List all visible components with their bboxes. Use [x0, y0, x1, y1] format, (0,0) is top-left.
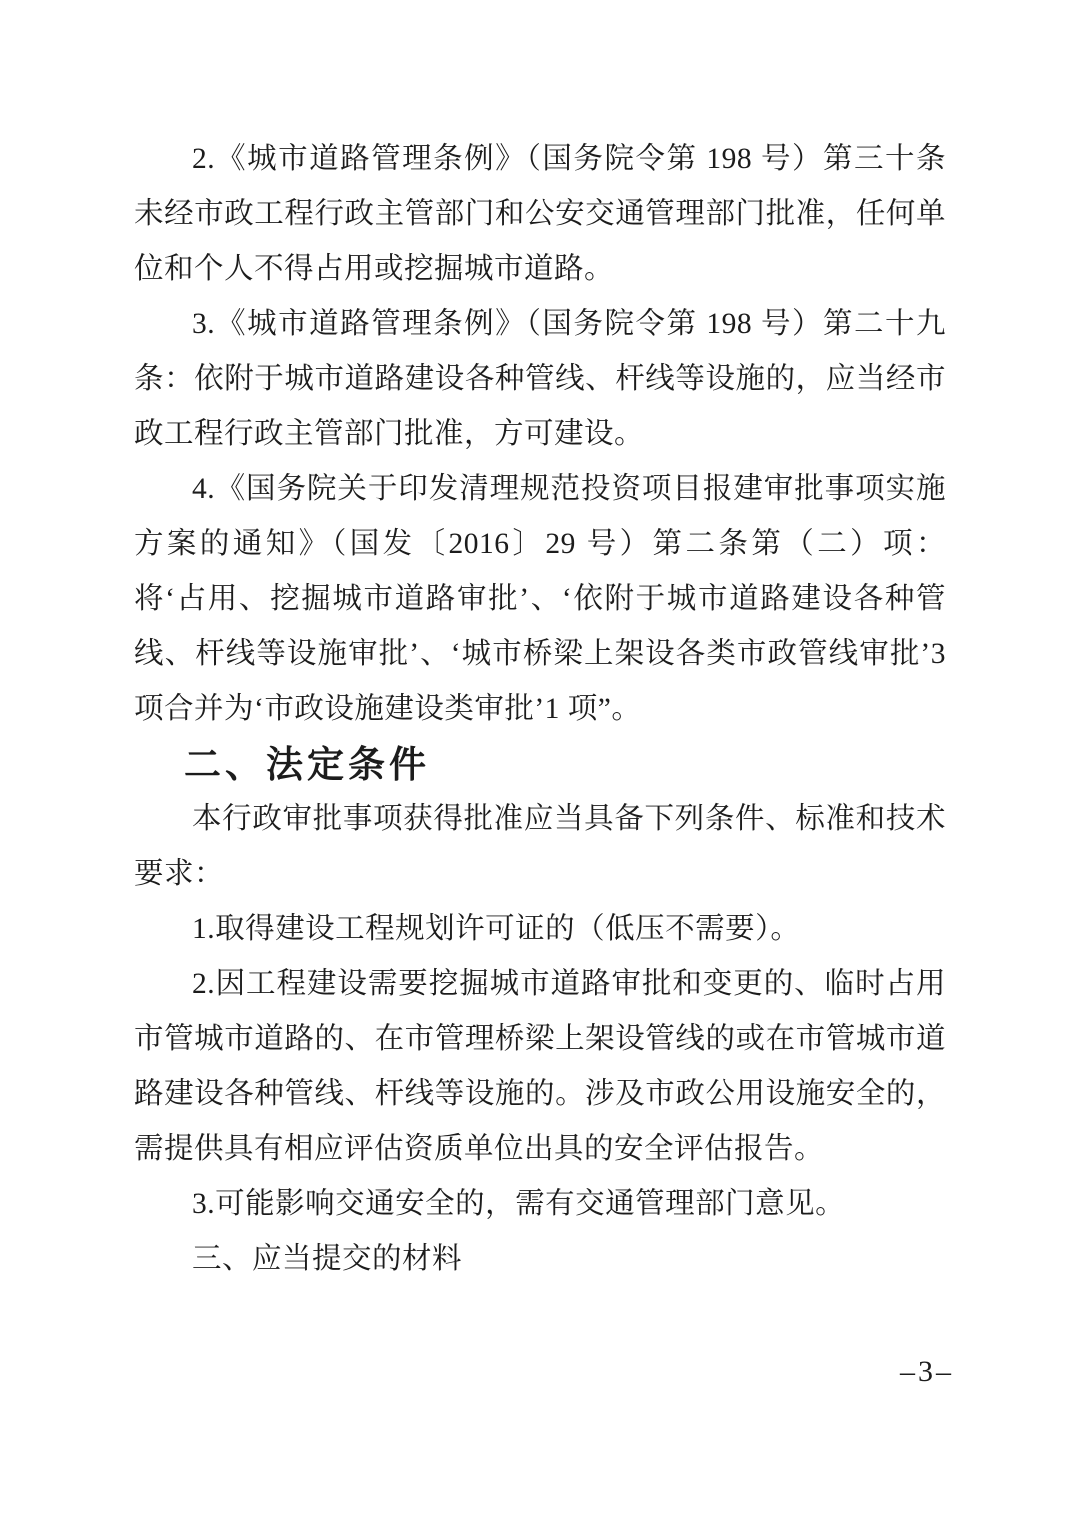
condition-item-2: 2.因工程建设需要挖掘城市道路审批和变更的、临时占用市管城市道路的、在市管理桥梁上架设管线的或在市管城市道路建设各种管线、杆线等设施的。涉及市政公用设施安全的，需提供具有相应评估资质单位出具的安全评估报告。 — [134, 968, 946, 1165]
document-body — [134, 132, 977, 1287]
section-heading-materials: 三、应当提交的材料 — [192, 1243, 463, 1275]
condition-item-1: 1.取得建设工程规划许可证的（低压不需要）。 — [192, 913, 801, 945]
legal-basis-item-2: 2.《城市道路管理条例》（国务院令第 198 号）第三十条 未经市政工程行政主管部门和公安交通管理部门批准，任何单位和个人不得占用或挖掘城市道路。 — [134, 143, 977, 285]
condition-item-3: 3.可能影响交通安全的，需有交通管理部门意见。 — [192, 1188, 846, 1220]
legal-basis-item-4: 4.《国务院关于印发清理规范投资项目报建审批事项实施方案的通知》（国发〔2016〕29 号）第二条第（二）项：将‘占用、挖掘城市道路审批’、‘依附于城市道路建设各种管线、杆线等设施审批’、‘城市桥梁上架设各类市政管线审批’3 项合并为‘市政设施建设类审批’1 项”。 — [134, 473, 946, 725]
legal-basis-item-3: 3.《城市道路管理条例》（国务院令第 198 号）第二十九条：依附于城市道路建设各种管线、杆线等设施的，应当经市政工程行政主管部门批准，方可建设。 — [134, 308, 946, 450]
section-heading-legal-conditions: 二、法定条件 — [184, 744, 430, 785]
legal-conditions-intro: 本行政审批事项获得批准应当具备下列条件、标准和技术要求： — [134, 803, 946, 890]
page-number: –3– — [900, 1355, 954, 1388]
